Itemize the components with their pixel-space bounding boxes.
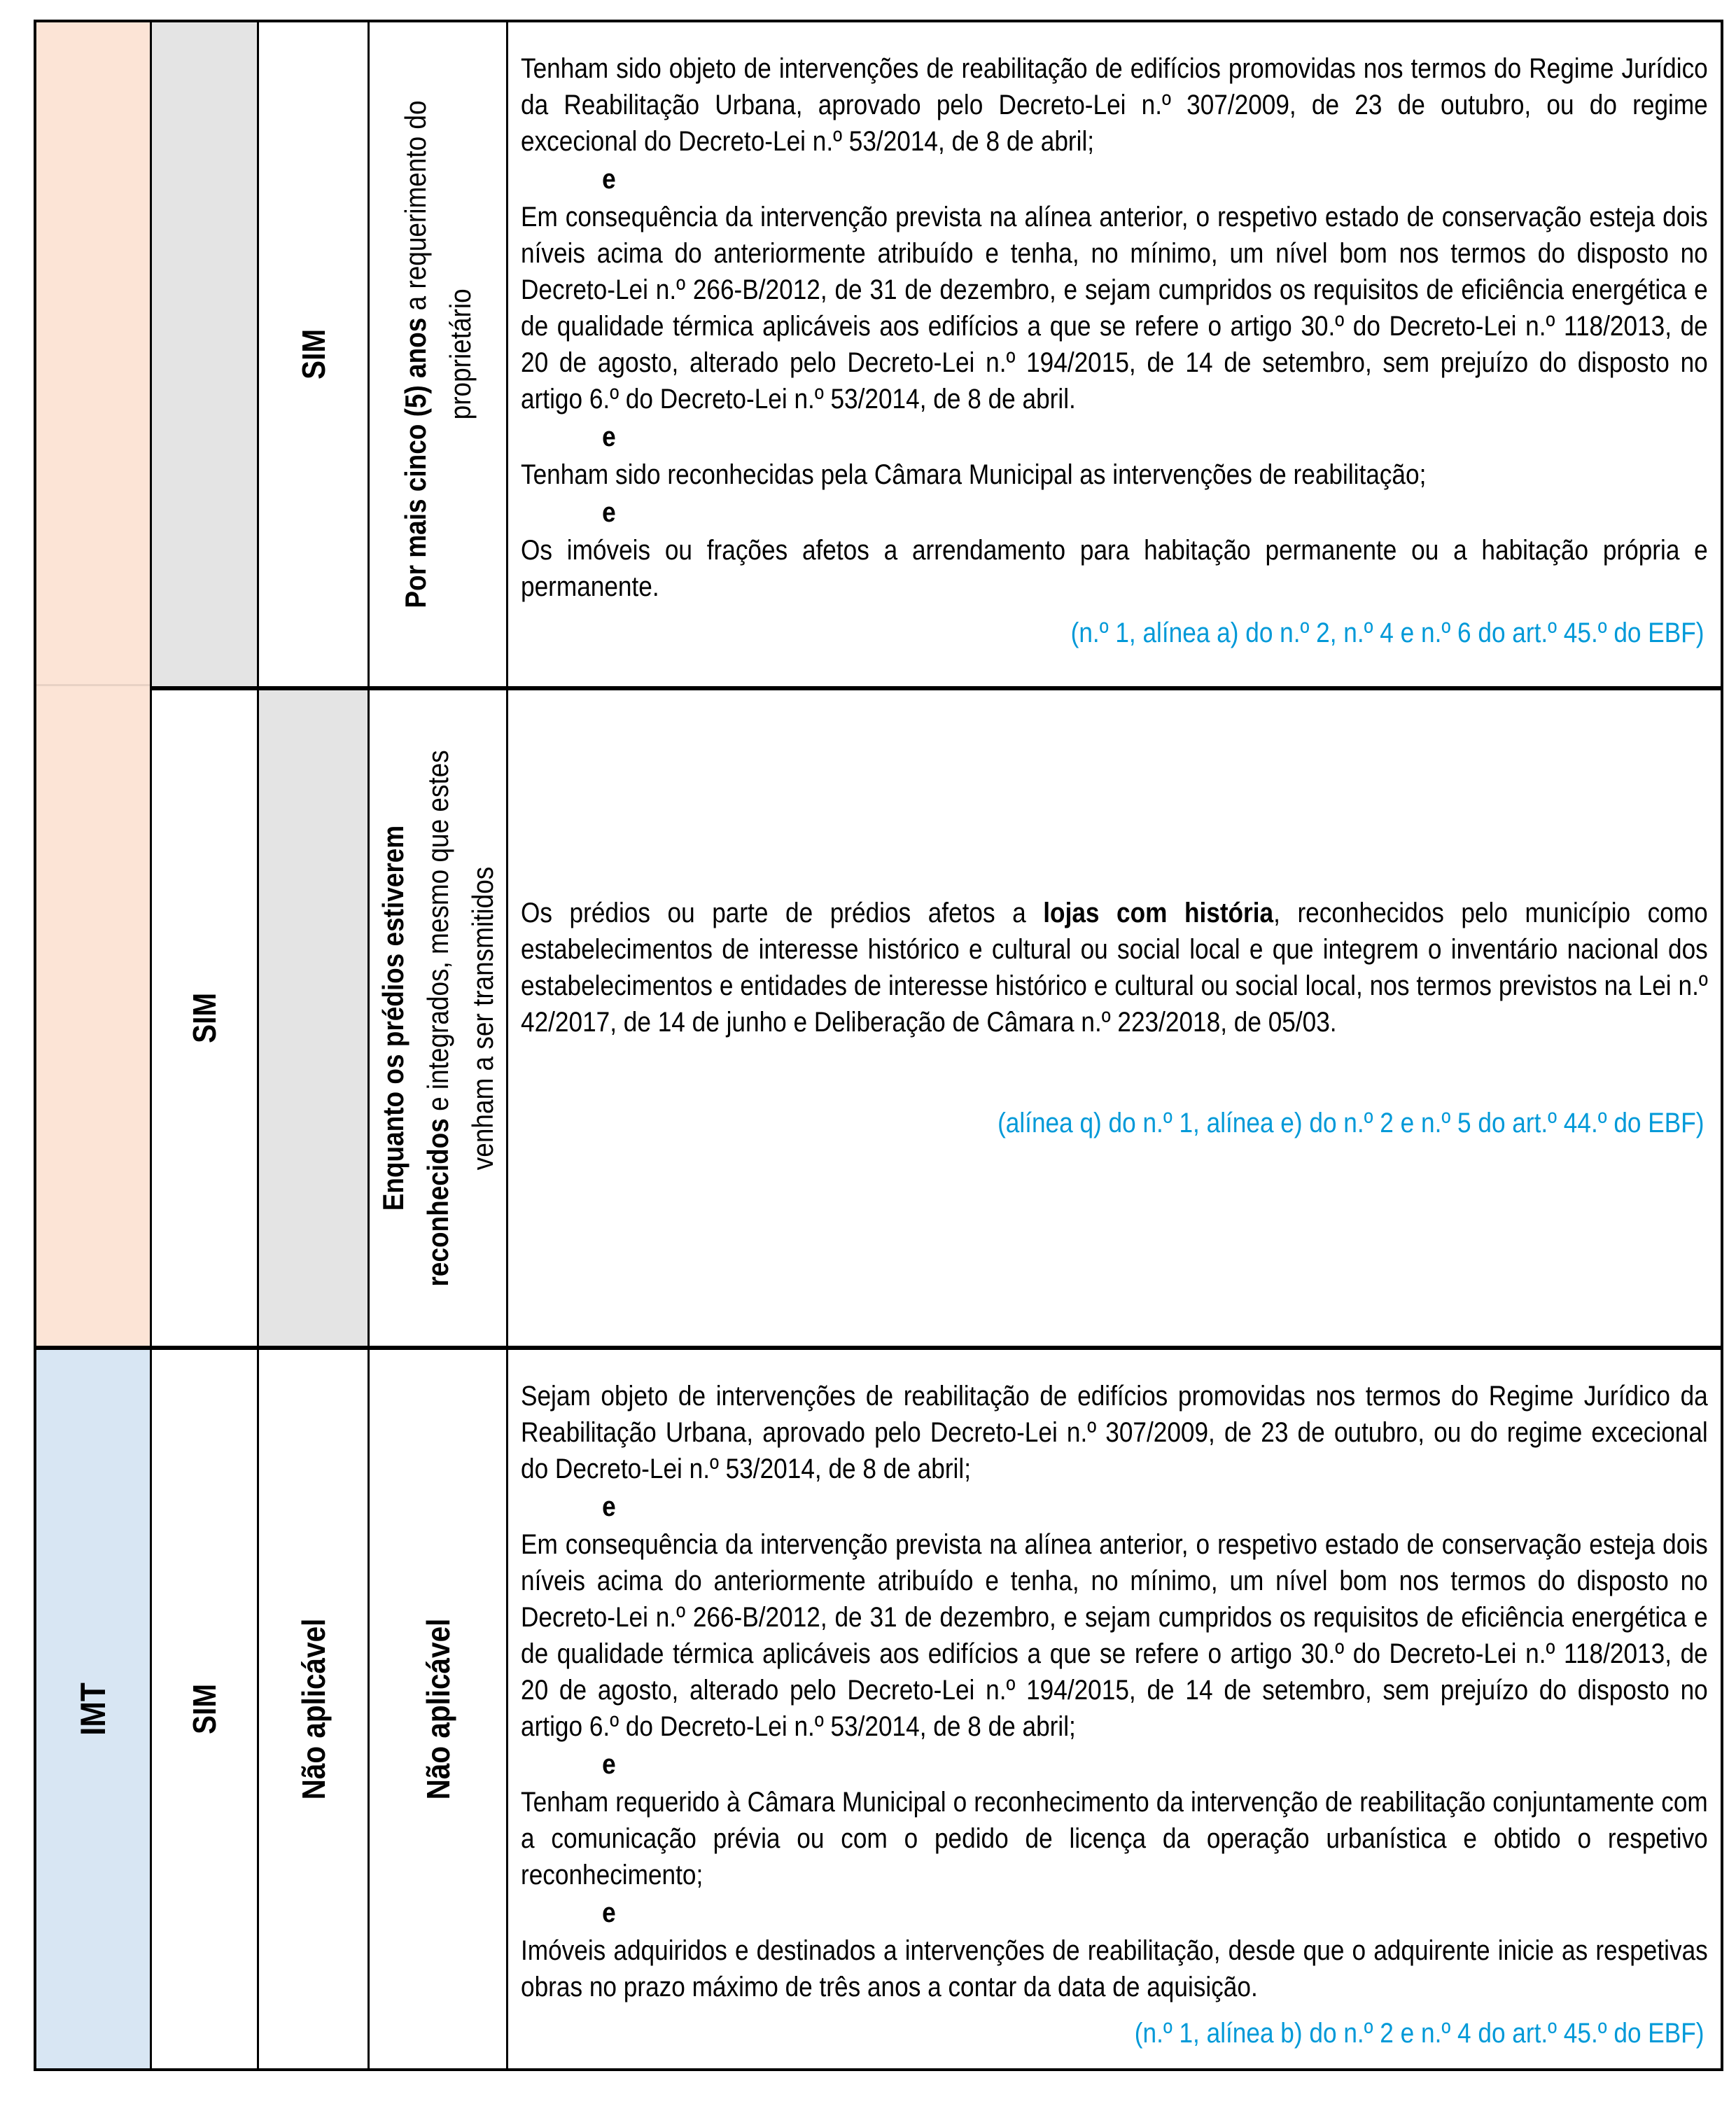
not-applicable-cell-2: [368, 1346, 506, 2068]
text-segment: Tenham sido objeto de intervenções de reabilitação de edifícios promovidas nos termos do Regime Jurídico da Reabilitação Urbana, aprovado pelo Decreto-Lei n.º 307/2009, de 23 de outubro, ou do regime excecional do Decreto-Lei n.º 53/2014, de 8 de abril;: [521, 53, 1708, 157]
rotated-line: [371, 750, 416, 1286]
conditions-text: [521, 50, 1708, 651]
and-separator: e: [602, 1897, 616, 1928]
rotated-line: [461, 750, 505, 1286]
not-applicable-label: Não aplicável: [419, 1618, 456, 1800]
bold-text-segment: Por mais cinco (5) anos: [398, 317, 432, 608]
text-segment: venham a ser transmitidos: [465, 866, 499, 1170]
and-separator: e: [602, 164, 616, 195]
duration-cell-row2: [368, 686, 506, 1346]
condition-paragraph: [521, 1526, 1708, 1745]
conditions-cell-row3: [506, 1346, 1721, 2068]
answer-label-sim: SIM: [186, 993, 223, 1043]
and-separator: e: [602, 497, 616, 528]
rotated-line: [416, 750, 461, 1286]
not-applicable-label: Não aplicável: [295, 1618, 332, 1800]
tax-label-imt: IMT: [74, 1682, 113, 1736]
answer-cell-row2: [150, 686, 257, 1346]
condition-paragraph: [521, 199, 1708, 417]
duration-cell-row1: [368, 22, 506, 686]
text-segment: Os imóveis ou frações afetos a arrendamento para habitação permanente ou a habitação própria e permanente.: [521, 535, 1708, 602]
text-segment: proprietário: [443, 288, 477, 420]
conditions-cell-row1: [506, 22, 1721, 686]
answer-cell-row3: [150, 1346, 257, 2068]
tax-cell-imi-continued: [36, 22, 150, 1346]
condition-paragraph: [521, 532, 1708, 605]
tax-cell-imt: [36, 1346, 150, 2068]
legal-reference: (n.º 1, alínea b) do n.º 2 e n.º 4 do art.º 45.º do EBF): [1134, 2018, 1704, 2049]
answer-label-sim: SIM: [295, 329, 332, 379]
text-segment: , reconhecidos pelo município como estabelecimentos de interesse histórico e cultural ou social local e que integrem o inventário nacional dos estabelecimentos e entidades de interesse histórico e cultural ou social local, nos termos previstos na Lei n.º 42/2017, de 14 de junho e Deliberação de Câmara n.º 223/2018, de 05/03.: [521, 898, 1708, 1038]
tax-benefits-table: [34, 20, 1723, 2071]
and-separator: e: [602, 421, 616, 452]
conditions-text: [521, 895, 1708, 1141]
faint-row-divider: [36, 684, 150, 686]
legal-reference: (alínea q) do n.º 1, alínea e) do n.º 2 e n.º 5 do art.º 44.º do EBF): [997, 1108, 1704, 1138]
condition-paragraph: [521, 50, 1708, 160]
answer-label-sim: SIM: [186, 1684, 223, 1734]
text-segment: Imóveis adquiridos e destinados a intervenções de reabilitação, desde que o adquirente inicie as respetivas obras no prazo máximo de três anos a contar da data de aquisição.: [521, 1935, 1708, 2002]
condition-paragraph: [521, 895, 1708, 1040]
empty-shaded-cell-row1: [150, 22, 257, 686]
empty-shaded-cell-row2: [257, 686, 368, 1346]
bold-text-segment: reconhecidos: [421, 1117, 454, 1287]
and-separator: e: [602, 1749, 616, 1780]
text-segment: a requerimento do: [398, 100, 432, 318]
duration-rotated-text: [393, 100, 483, 608]
text-segment: e integrados, mesmo que estes: [421, 749, 454, 1118]
text-segment: Tenham requerido à Câmara Municipal o reconhecimento da intervenção de reabilitação conjuntamente com a comunicação prévia ou com o pedido de licença da operação urbanística e obtido o respetivo reconhecimento;: [521, 1787, 1708, 1890]
not-applicable-cell-1: [257, 1346, 368, 2068]
rotated-line: [438, 100, 483, 608]
bold-text-segment: Enquanto os prédios estiverem: [376, 825, 410, 1211]
bold-text-segment: lojas com história: [1043, 898, 1274, 928]
condition-paragraph: [521, 1784, 1708, 1893]
conditions-cell-row2: [506, 686, 1721, 1346]
text-segment: Tenham sido reconhecidas pela Câmara Municipal as intervenções de reabilitação;: [521, 459, 1427, 490]
condition-paragraph: [521, 457, 1708, 493]
rotated-line: [393, 100, 438, 608]
condition-paragraph: [521, 1932, 1708, 2005]
conditions-text: [521, 1378, 1708, 2051]
answer-cell-row1: [257, 22, 368, 686]
duration-rotated-text: [371, 750, 505, 1286]
text-segment: Sejam objeto de intervenções de reabilitação de edifícios promovidas nos termos do Regime Jurídico da Reabilitação Urbana, aprovado pelo Decreto-Lei n.º 307/2009, de 23 de outubro, ou do regime excecional do Decreto-Lei n.º 53/2014, de 8 de abril;: [521, 1381, 1708, 1484]
text-segment: Os prédios ou parte de prédios afetos a: [521, 898, 1044, 928]
text-segment: Em consequência da intervenção prevista na alínea anterior, o respetivo estado de conservação esteja dois níveis acima do anteriormente atribuído e tenha, no mínimo, um nível bom nos termos do disposto no Decreto-Lei n.º 266-B/2012, de 31 de dezembro, e sejam cumpridos os requisitos de eficiência energética e de qualidade térmica aplicáveis aos edifícios a que se refere o artigo 30.º do Decreto-Lei n.º 118/2013, de 20 de agosto, alterado pelo Decreto-Lei n.º 194/2015, de 14 de setembro, sem prejuízo do disposto no artigo 6.º do Decreto-Lei n.º 53/2014, de 8 de abril;: [521, 1529, 1708, 1742]
legal-reference: (n.º 1, alínea a) do n.º 2, n.º 4 e n.º 6 do art.º 45.º do EBF): [1070, 618, 1704, 648]
text-segment: Em consequência da intervenção prevista na alínea anterior, o respetivo estado de conservação esteja dois níveis acima do anteriormente atribuído e tenha, no mínimo, um nível bom nos termos do disposto no Decreto-Lei n.º 266-B/2012, de 31 de dezembro, e sejam cumpridos os requisitos de eficiência energética e de qualidade térmica aplicáveis aos edifícios a que se refere o artigo 30.º do Decreto-Lei n.º 118/2013, de 20 de agosto, alterado pelo Decreto-Lei n.º 194/2015, de 14 de setembro, sem prejuízo do disposto no artigo 6.º do Decreto-Lei n.º 53/2014, de 8 de abril.: [521, 202, 1708, 414]
and-separator: e: [602, 1491, 616, 1522]
condition-paragraph: [521, 1378, 1708, 1487]
